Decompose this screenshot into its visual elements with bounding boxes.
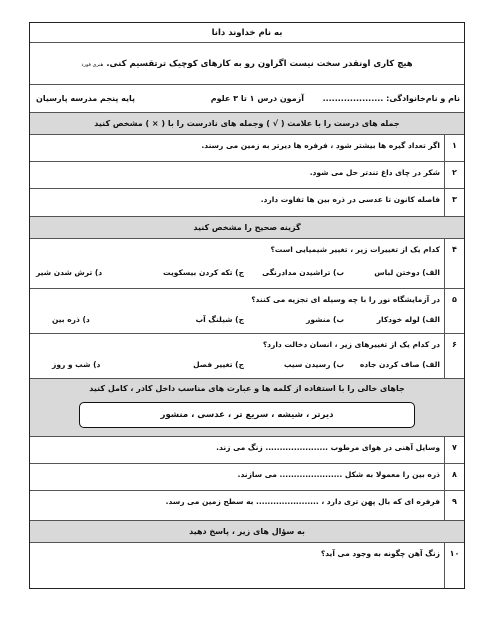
class-label: پایه پنجم مدرسه پارسیان [36,94,136,103]
motto-text: هیچ کاری اونقدر سخت نیست اگراون رو به کارهای کوچیک ترتقسیم کنی. [106,59,413,69]
option-b: ب) تراشیدن مدادرنگی [262,268,344,277]
question-row [30,543,464,588]
question-number: ۱ [444,135,464,161]
question-text: کدام یک از تغییرات زیر ، تغییر شیمیایی است؟ [270,245,440,254]
option-b: ب) منشور [306,315,344,324]
student-info-row [30,85,464,113]
option-b: ب) رسیدن سیب [283,360,344,369]
option-a: الف) دوختن لباس [374,268,440,277]
option-d: د) شب و روز [52,360,101,369]
question-row [30,464,464,491]
option-c: ج) شیلنگ آب [195,315,244,324]
question-number: ۷ [444,437,464,463]
question-text: فاصله کانون تا عدسی در ذره بین ها تفاوت دارد. [260,195,440,204]
word-bank: دیرتر ، شیشه ، سریع تر ، عدسی ، منشور [79,402,415,428]
student-name-label: نام و نام‌خانوادگی: .................... [322,94,460,103]
motto-row [30,43,464,85]
question-text: اگر تعداد گیره ها بیشتر شود ، فرفره ها دیرتر به زمین می رسند. [201,141,440,150]
question-row [30,334,464,379]
option-a: الف) صاف کردن جاده [359,360,440,369]
motto-author: هنری فورد [81,62,104,68]
exam-title: آزمون درس ۱ تا ۳ علوم [210,94,304,103]
question-text: وسایل آهنی در هوای مرطوب ...................... زنگ می زند. [216,443,440,452]
question-number: ۸ [444,464,464,490]
section-true-false-title: جمله های درست را با علامت ( √ ) وجمله های نادرست را با ( × ) مشخص کنید [30,113,464,135]
question-number: ۶ [444,334,464,378]
question-row [30,289,464,334]
question-text: شکر در چای داغ تندتر حل می شود. [309,168,440,177]
option-c: ج) تغییر فصل [193,360,244,369]
basmala: به نام خداوند دانا [30,23,464,43]
section-fill-blank-title: جاهای خالی را با استفاده از کلمه ها و عبارت های مناسب داخل کادر ، کامل کنید [89,384,405,393]
question-text: در آزمایشگاه نور را با چه وسیله ای تجزیه می کنند؟ [251,295,440,304]
question-number: ۱۰ [444,543,464,588]
question-number: ۴ [444,239,464,288]
question-row [30,162,464,189]
question-number: ۹ [444,491,464,520]
question-row [30,135,464,162]
question-number: ۵ [444,289,464,333]
question-row [30,239,464,289]
section-multiple-choice-title: گزینه صحیح را مشخص کنید [30,217,464,239]
question-text: فرفره ای که بال پهن تری دارد ، ...................... به سطح زمین می رسد. [165,497,440,506]
section-short-answer-title: به سؤال های زیر ، پاسخ دهید [30,521,464,543]
exam-sheet [29,22,465,589]
option-c: ج) تکه کردن بیسکویت [163,268,244,277]
question-row [30,437,464,464]
section-fill-blank-header [30,379,464,437]
option-a: الف) لوله خودکار [376,315,440,324]
question-text: ذره بین را معمولا به شکل ...................... می سازند. [237,470,440,479]
option-d: د) ترش شدن شیر [36,268,103,277]
question-number: ۲ [444,162,464,188]
question-row [30,491,464,521]
option-d: د) ذره بین [52,315,90,324]
question-number: ۳ [444,189,464,216]
question-text: زنگ آهن چگونه به وجود می آید؟ [320,549,440,558]
question-row [30,189,464,217]
question-text: در کدام یک از تغییرهای زیر ، انسان دخالت دارد؟ [262,340,440,349]
